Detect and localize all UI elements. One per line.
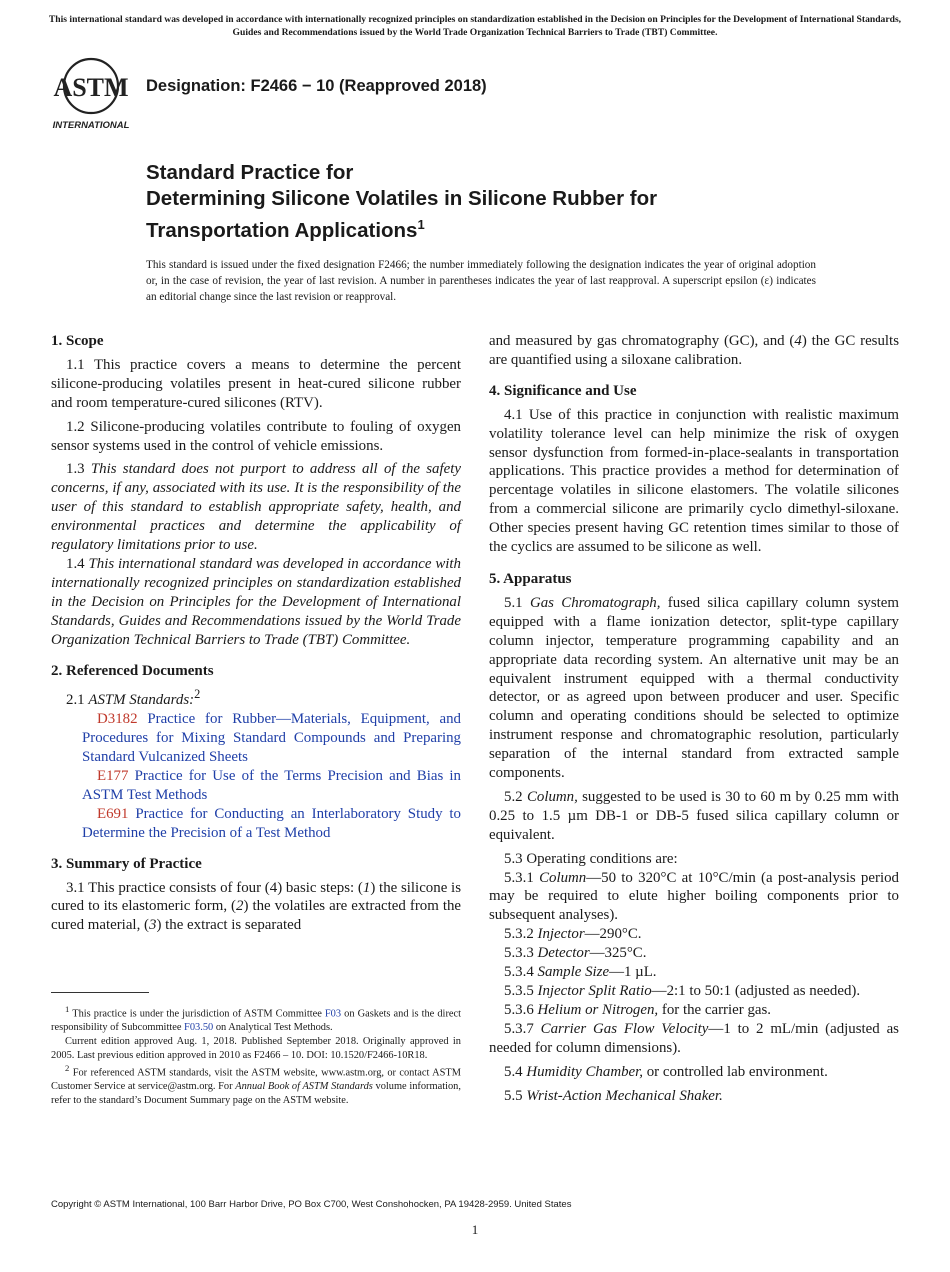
condition-5-3-4 bbox=[489, 963, 899, 982]
condition-5-3-1 bbox=[489, 869, 899, 926]
footnote-1-edition: Current edition approved Aug. 1, 2018. Published September 2018. Originally approved in 2005. Last previous edition approved in 2010 as F2466 – 10. DOI: 10.1520/F2466-10R18. bbox=[51, 1035, 461, 1061]
para-5-1 bbox=[489, 594, 899, 783]
para-5-2-term: Column, bbox=[526, 788, 578, 805]
logo-mark: ASTM bbox=[53, 73, 129, 102]
committee-link[interactable]: F03 bbox=[324, 1008, 342, 1020]
logo-name: INTERNATIONAL bbox=[52, 120, 130, 131]
condition-term: Sample Size bbox=[537, 964, 610, 981]
condition-text: —2:1 to 50:1 (adjusted as needed). bbox=[651, 983, 861, 999]
para-5-2-text: suggested to be used is 30 to 60 m by 0.25 mm with 0.25 to 1.5 µm DB-1 or DB-5 fused silica capillary column or equivalent. bbox=[489, 788, 899, 843]
footnote-2-mark: 2 bbox=[65, 1063, 70, 1074]
para-5-1-number: 5.1 bbox=[504, 594, 523, 611]
para-5-4-number: 5.4 bbox=[504, 1063, 523, 1080]
condition-5-3-7 bbox=[489, 1020, 899, 1058]
para-5-1-text: fused silica capillary column system equipped with a flame ionization detector, split-type capillary column injector, temperature programming capability and an appropriate data recording system. An alternative unit may be an equivalent instrument equipped with a thermal conductivity detector, or as agreed upon between producer and user. Specific column and operating conditions should be selected to optimize instrument response and chromatographic resolution, particularly separation of the internal standard from extracted sample components. bbox=[489, 594, 899, 782]
para-5-5-number: 5.5 bbox=[504, 1087, 523, 1104]
step-number: 4 bbox=[794, 333, 802, 349]
condition-number: 5.3.7 bbox=[504, 1020, 534, 1037]
title-line-2: Determining Silicone Volatiles in Silicone Rubber for bbox=[146, 187, 658, 210]
para-2-1 bbox=[51, 685, 461, 710]
footnote-1-text-b: on Gaskets and is the direct responsibility of Subcommittee bbox=[51, 1008, 462, 1034]
copyright-notice: Copyright © ASTM International, 100 Barr Harbor Drive, PO Box C700, West Conshohocken, PA 19428-2959. United States bbox=[51, 1199, 572, 1210]
reference-code[interactable]: D3182 bbox=[97, 711, 138, 728]
condition-text: —1 µL. bbox=[609, 964, 657, 981]
para-5-2-number: 5.2 bbox=[504, 788, 523, 805]
para-1-1: 1.1 This practice covers a means to determine the percent silicone-producing volatiles present in heat-cured silicone rubber and room temperature-cured silicones (RTV). bbox=[51, 356, 461, 411]
section-1-heading: 1. Scope bbox=[51, 333, 104, 349]
condition-term: Detector bbox=[537, 945, 590, 962]
section-3-heading: 3. Summary of Practice bbox=[51, 855, 202, 872]
para-3-1-text-d-right: and measured by gas chromatography (GC), and ( bbox=[489, 333, 795, 349]
para-1-4-number: 1.4 bbox=[66, 555, 85, 572]
reference-title[interactable]: Practice for Use of the Terms Precision and Bias in ASTM Test Methods bbox=[82, 768, 461, 803]
para-4-1: 4.1 Use of this practice in conjunction with realistic maximum volatility tolerance level can help minimize the risk of oxygen sensor dysfunction from formed-in-place-sealants in transportation applications. This practice provides a method for determination of percentage volatiles in silicone elastomers. The volatile silicones from a commercial silicone are primarily cyclo dimethyl-siloxane. Other species present having GC retention times similar to those of the cyclics are assumed to be silicone as well. bbox=[489, 406, 899, 556]
condition-term: Helium or Nitrogen, bbox=[537, 1001, 659, 1018]
condition-term: Carrier Gas Flow Velocity bbox=[540, 1020, 709, 1037]
reference-code[interactable]: E691 bbox=[97, 805, 129, 822]
para-1-4-text: This international standard was developed in accordance with internationally recognized principles on standardization established in the Decision on Principles for the Development of International Standards, Guides and Recommendations issued by the World Trade Organization Technical Barriers to Trade (TBT) Committee. bbox=[51, 555, 461, 648]
para-1-4 bbox=[51, 555, 461, 650]
condition-text: —325°C. bbox=[589, 945, 647, 962]
para-1-3-number: 1.3 bbox=[66, 461, 85, 478]
footnote-1-text-a: This practice is under the jurisdiction of ASTM Committee bbox=[72, 1008, 325, 1020]
reference-e691[interactable] bbox=[51, 805, 461, 843]
footnote-2-text-b: volume information, refer to the standard’s Document Summary page on the ASTM website. bbox=[51, 1081, 461, 1107]
section-4-heading: 4. Significance and Use bbox=[489, 382, 637, 399]
para-2-1-text: ASTM Standards: bbox=[88, 692, 195, 709]
designation: Designation: F2466 − 10 (Reapproved 2018) bbox=[146, 77, 487, 95]
reference-title[interactable]: Practice for Conducting an Interlaboratory Study to Determine the Precision of a Test Method bbox=[82, 805, 461, 841]
para-3-1-text-c: ) the volatiles are extracted from the cured material, ( bbox=[51, 898, 462, 934]
reference-code[interactable]: E177 bbox=[97, 768, 129, 784]
para-3-1-text-e: ) the GC results are quantified using a siloxane calibration. bbox=[489, 333, 899, 368]
condition-5-3-2 bbox=[489, 925, 899, 944]
reference-e177[interactable] bbox=[51, 767, 461, 805]
footnote-1-text-c: on Analytical Test Methods. bbox=[213, 1022, 333, 1034]
para-5-1-term: Gas Chromatograph, bbox=[529, 594, 661, 611]
condition-number: 5.3.4 bbox=[504, 964, 534, 981]
para-3-1 bbox=[51, 879, 461, 936]
footnote-1 bbox=[51, 1003, 461, 1035]
section-2-heading: 2. Referenced Documents bbox=[51, 662, 214, 679]
tbt-banner: This international standard was developed in accordance with internationally recognized principles on standardization established in the Decision on Principles for the Development of International Standards, Guides and Recommendations issued by the World Trade Organization Technical Barriers to Trade (TBT) Committee. bbox=[48, 14, 902, 38]
footnote-separator bbox=[51, 992, 149, 993]
footnotes bbox=[51, 1003, 461, 1108]
para-5-2 bbox=[489, 788, 899, 845]
condition-term: Column bbox=[539, 869, 587, 886]
footnote-2-text-a: For referenced ASTM standards, visit the ASTM website, www.astm.org, or contact ASTM Customer Service at service@astm.org. For bbox=[51, 1067, 461, 1093]
para-5-3: 5.3 Operating conditions are: bbox=[504, 850, 678, 867]
step-number: 1 bbox=[362, 879, 371, 896]
para-1-3-text: This standard does not purport to address all of the safety concerns, if any, associated with its use. It is the responsibility of the user of this standard to establish appropriate safety, health, and environmental practices and determine the applicability of regulatory limitations prior to use. bbox=[51, 461, 461, 554]
reference-title[interactable]: Practice for Rubber—Materials, Equipment, and Procedures for Mixing Standard Compounds and Preparing Standard Vulcanized Sheets bbox=[82, 711, 461, 766]
condition-number: 5.3.3 bbox=[504, 945, 534, 962]
para-3-1-text-b: ) the silicone is cured to its elastomeric form, ( bbox=[51, 879, 461, 915]
condition-text: —1 to 2 mL/min (adjusted as needed for column dimensions). bbox=[489, 1020, 899, 1056]
condition-text: for the carrier gas. bbox=[658, 1001, 772, 1018]
condition-number: 5.3.1 bbox=[504, 869, 534, 886]
title-line-1: Standard Practice for bbox=[146, 161, 354, 184]
condition-5-3-5 bbox=[489, 982, 899, 1001]
para-1-3 bbox=[51, 460, 461, 555]
para-2-1-number: 2.1 bbox=[66, 692, 85, 709]
condition-number: 5.3.6 bbox=[504, 1001, 534, 1018]
footnote-1-mark: 1 bbox=[65, 1004, 70, 1014]
condition-text: —50 to 320°C at 10°C/min (a post-analysis period may be required to elute higher boiling components prior to subsequent analyses). bbox=[489, 869, 899, 924]
para-3-1-continued bbox=[489, 332, 899, 370]
reference-d3182[interactable] bbox=[51, 710, 461, 767]
para-5-4-text: or controlled lab environment. bbox=[643, 1063, 828, 1080]
step-number: 2 bbox=[236, 898, 244, 915]
document-title bbox=[146, 160, 906, 244]
subcommittee-link[interactable]: F03.50 bbox=[184, 1022, 214, 1034]
condition-term: Injector Split Ratio bbox=[537, 983, 652, 999]
title-footnote-mark: 1 bbox=[417, 217, 425, 232]
standard-issuance-note: This standard is issued under the fixed designation F2466; the number immediately following the designation indicates the year of original adoption or, in the case of revision, the year of last revision. A number in parentheses indicates the year of last reapproval. A superscript epsilon (ε) indicates an editorial change since the last revision or reapproval. bbox=[146, 259, 816, 303]
para-2-1-footnote-mark: 2 bbox=[194, 687, 201, 702]
right-column bbox=[489, 332, 899, 1105]
para-3-1-text-d-left: ) the extract is separated bbox=[156, 917, 302, 934]
condition-number: 5.3.5 bbox=[504, 983, 534, 999]
astm-international-logo bbox=[52, 56, 136, 132]
para-5-4 bbox=[489, 1063, 899, 1082]
condition-term: Injector bbox=[537, 926, 585, 943]
left-column bbox=[51, 332, 461, 935]
condition-number: 5.3.2 bbox=[504, 926, 534, 943]
condition-text: —290°C. bbox=[584, 926, 642, 943]
condition-5-3-6 bbox=[489, 1001, 899, 1020]
para-3-1-text-a: 3.1 This practice consists of four (4) basic steps: ( bbox=[66, 879, 363, 896]
footnote-2-italic: Annual Book of ASTM Standards bbox=[235, 1081, 373, 1093]
section-5-heading: 5. Apparatus bbox=[489, 570, 572, 587]
para-5-5 bbox=[489, 1087, 899, 1106]
title-line-3: Transportation Applications bbox=[146, 218, 418, 242]
footnote-2 bbox=[51, 1062, 461, 1108]
para-1-2: 1.2 Silicone-producing volatiles contribute to fouling of oxygen sensor systems used in the control of vehicle emissions. bbox=[51, 418, 461, 454]
para-5-4-term: Humidity Chamber, bbox=[526, 1063, 643, 1080]
page-number: 1 bbox=[471, 1222, 479, 1237]
para-5-5-term: Wrist-Action Mechanical Shaker. bbox=[526, 1087, 723, 1104]
condition-5-3-3 bbox=[489, 944, 899, 963]
step-number: 3 bbox=[148, 917, 157, 934]
